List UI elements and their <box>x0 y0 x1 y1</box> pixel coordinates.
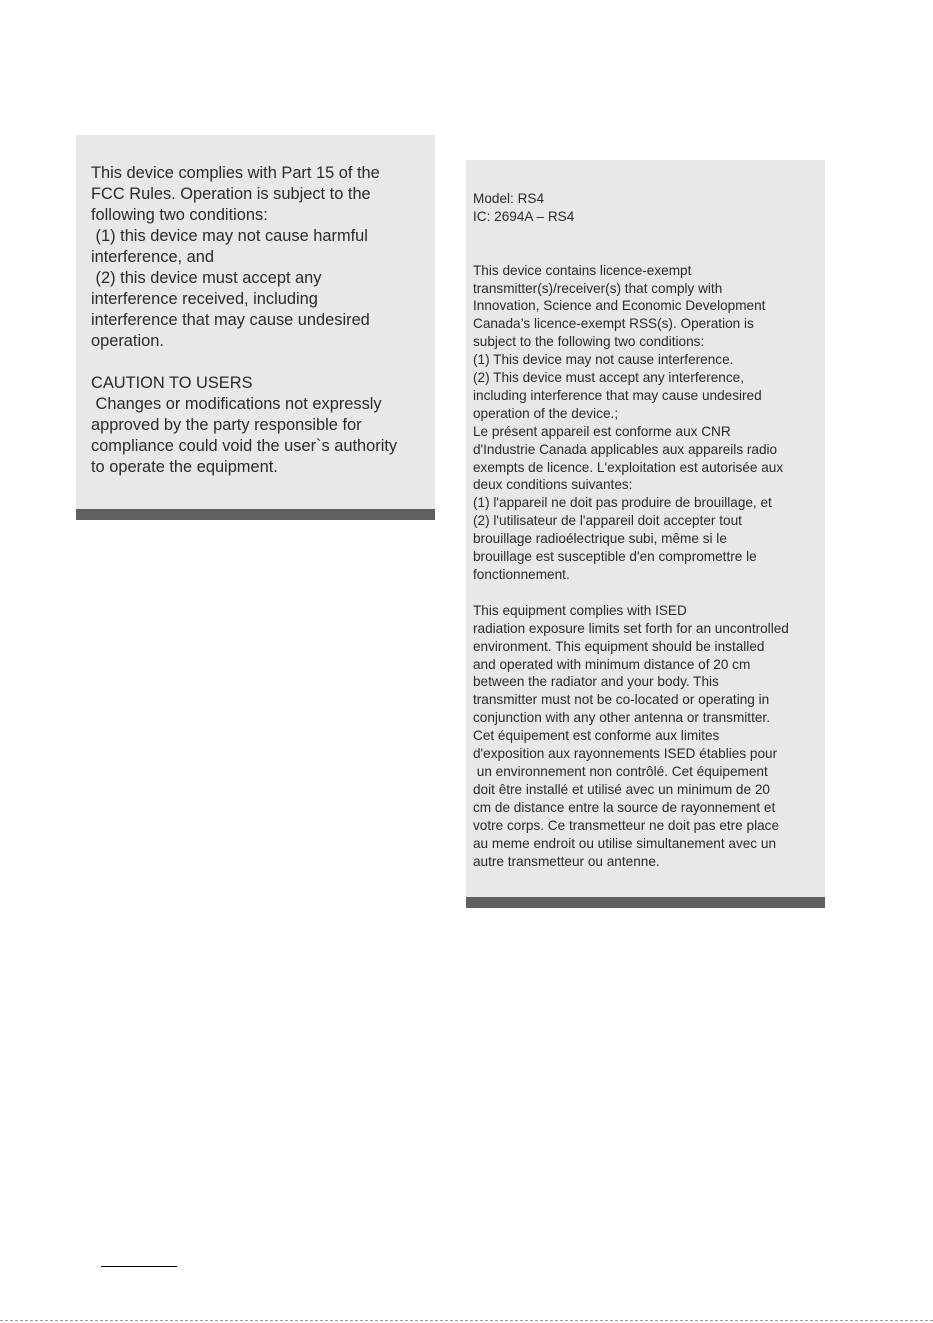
fcc-line: (2) this device must accept any <box>91 269 322 287</box>
exposure-line: cm de distance entre la source de rayonnement et <box>473 799 776 815</box>
ic-statement-line: subject to the following two conditions: <box>473 334 705 350</box>
ic-statement-line: (1) This device may not cause interference. <box>473 352 734 368</box>
footer-rule <box>101 1266 177 1267</box>
exposure-line: Cet équipement est conforme aux limites <box>473 728 720 744</box>
ic-statement-line: including interference that may cause undesired <box>473 387 762 403</box>
exposure-line: and operated with minimum distance of 20 cm <box>473 656 751 672</box>
exposure-line: autre transmetteur ou antenne. <box>473 853 660 869</box>
caution-line: to operate the equipment. <box>91 458 278 476</box>
panel-bottom-bar <box>466 897 825 908</box>
paragraph-gap <box>91 352 425 373</box>
ic-statement-line: (2) This device must accept any interference, <box>473 370 744 386</box>
exposure-line: au meme endroit ou utilise simultanement avec un <box>473 835 776 851</box>
caution-title: CAUTION TO USERS <box>91 374 253 392</box>
exposure-line: un environnement non contrôlé. Cet équipement <box>473 763 768 779</box>
ic-statement-line: Canada’s licence-exempt RSS(s). Operation is <box>473 316 754 332</box>
ic-statement-line: Innovation, Science and Economic Development <box>473 298 766 314</box>
model-number: Model: RS4 <box>473 191 545 206</box>
panel-bottom-bar <box>76 509 435 520</box>
ic-compliance-panel <box>466 160 825 908</box>
ic-statement-line: transmitter(s)/receiver(s) that comply with <box>473 280 723 296</box>
paragraph-gap <box>473 584 821 602</box>
exposure-line: d'exposition aux rayonnements ISED établies pour <box>473 746 778 762</box>
ic-statement-line: (1) l'appareil ne doit pas produire de brouillage, et <box>473 495 772 511</box>
caution-line: Changes or modifications not expressly <box>91 395 382 413</box>
ic-statement-line: operation of the device.; <box>473 405 619 421</box>
exposure-line: conjunction with any other antenna or transmitter. <box>473 710 770 726</box>
ic-statement-line: deux conditions suivantes: <box>473 477 633 493</box>
exposure-line: between the radiator and your body. This <box>473 674 719 690</box>
caution-line: approved by the party responsible for <box>91 416 362 434</box>
fcc-line: This device complies with Part 15 of the <box>91 164 380 182</box>
page-bottom-edge <box>0 1320 933 1322</box>
exposure-line: environment. This equipment should be installed <box>473 638 765 654</box>
fcc-line: following two conditions: <box>91 206 268 224</box>
ic-statement-line: fonctionnement. <box>473 567 570 583</box>
ic-number: IC: 2694A – RS4 <box>473 208 575 224</box>
ic-statement-line: Le présent appareil est conforme aux CNR <box>473 423 731 439</box>
ic-statement-line: exempts de licence. L'exploitation est autorisée aux <box>473 459 784 475</box>
exposure-line: votre corps. Ce transmetteur ne doit pas etre place <box>473 817 780 833</box>
exposure-line: transmitter must not be co-located or operating in <box>473 692 770 708</box>
fcc-line: FCC Rules. Operation is subject to the <box>91 185 371 203</box>
exposure-line: This equipment complies with ISED <box>473 602 687 618</box>
exposure-line: radiation exposure limits set forth for an uncontrolled <box>473 620 789 636</box>
exposure-line: doit être installé et utilisé avec un minimum de 20 <box>473 781 770 797</box>
fcc-line: operation. <box>91 332 164 350</box>
caution-line: compliance could void the user`s authority <box>91 437 398 455</box>
fcc-line: interference that may cause undesired <box>91 311 370 329</box>
fcc-compliance-panel <box>76 135 435 520</box>
fcc-line: interference, and <box>91 248 215 266</box>
fcc-line: (1) this device may not cause harmful <box>91 227 368 245</box>
ic-statement-line: (2) l'utilisateur de l'appareil doit accepter tout <box>473 513 742 529</box>
ic-statement-line: brouillage radioélectrique subi, même si le <box>473 531 727 547</box>
ic-statement-line: brouillage est susceptible d'en compromettre le <box>473 549 757 565</box>
ic-statement-line: This device contains licence-exempt <box>473 262 692 278</box>
ic-statement-line: d'Industrie Canada applicables aux appareils radio <box>473 441 778 457</box>
fcc-line: interference received, including <box>91 290 318 308</box>
paragraph-gap <box>473 226 821 262</box>
